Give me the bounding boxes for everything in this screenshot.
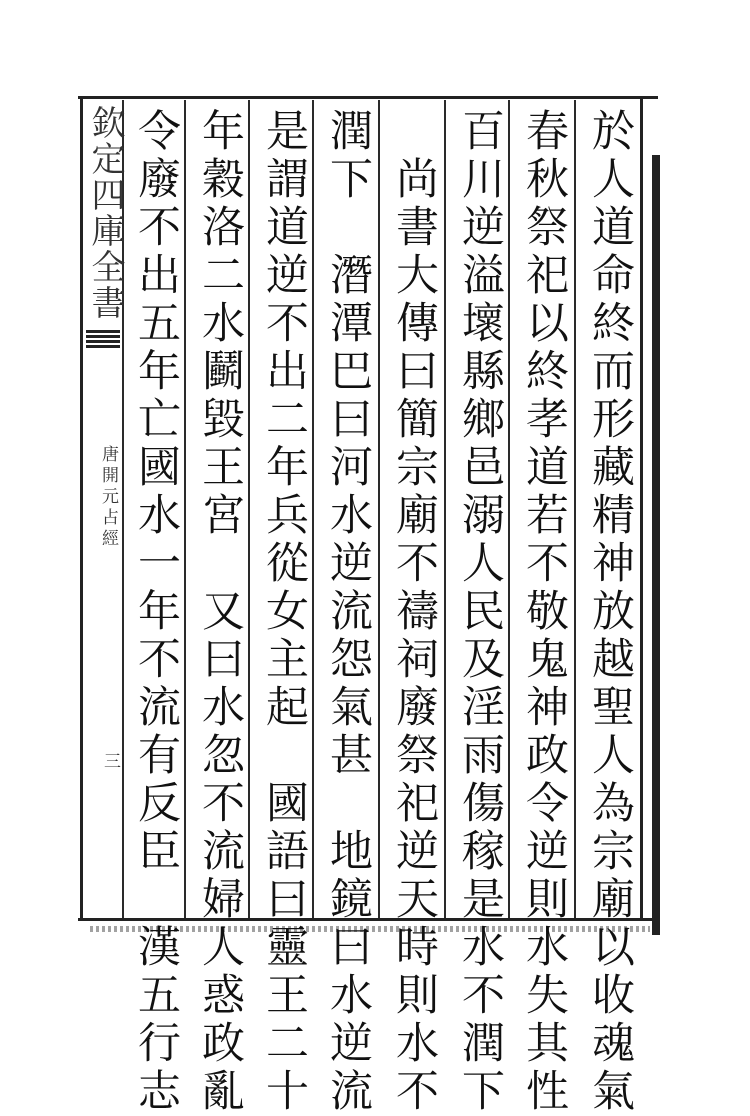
text-column-8: 令廢不出五年亡國水一年不流有反臣 漢五行志 [131, 108, 181, 1116]
frame-right-thick-border [652, 155, 660, 935]
column-rule [378, 100, 380, 918]
column-rule [574, 100, 576, 918]
fish-tail-ornament [86, 330, 120, 348]
text-column-1: 於人道命終而形藏精神放越聖人為宗廟以收魂氣 [585, 108, 635, 1116]
margin-book-title: 唐開元占經 [98, 445, 118, 550]
margin-page-number: 三 [100, 752, 120, 769]
frame-right-border [640, 96, 643, 920]
text-column-6: 是謂道逆不出二年兵從女主起 國語曰靈王二十 [259, 108, 309, 1116]
text-column-3: 百川逆溢壞縣鄉邑溺人民及淫雨傷稼是水不潤下 [455, 108, 505, 1116]
text-column-5: 潤下 潛潭巴曰河水逆流怨氣甚 地鏡曰水逆流 [323, 108, 373, 1116]
frame-left-border [80, 96, 83, 918]
frame-top-border [78, 96, 658, 99]
text-column-2: 春秋祭祀以終孝道若不敬鬼神政令逆則水失其性 [519, 108, 569, 1116]
column-rule [444, 100, 446, 918]
text-column-7: 年穀洛二水鬬毀王宮 又曰水忽不流婦人惑政亂 [195, 108, 245, 1116]
text-column-4: 尚書大傳曰簡宗廟不禱祠廢祭祀逆天時則水不 [389, 108, 439, 1116]
margin-collection-title: 欽定四庫全書 [85, 105, 125, 321]
